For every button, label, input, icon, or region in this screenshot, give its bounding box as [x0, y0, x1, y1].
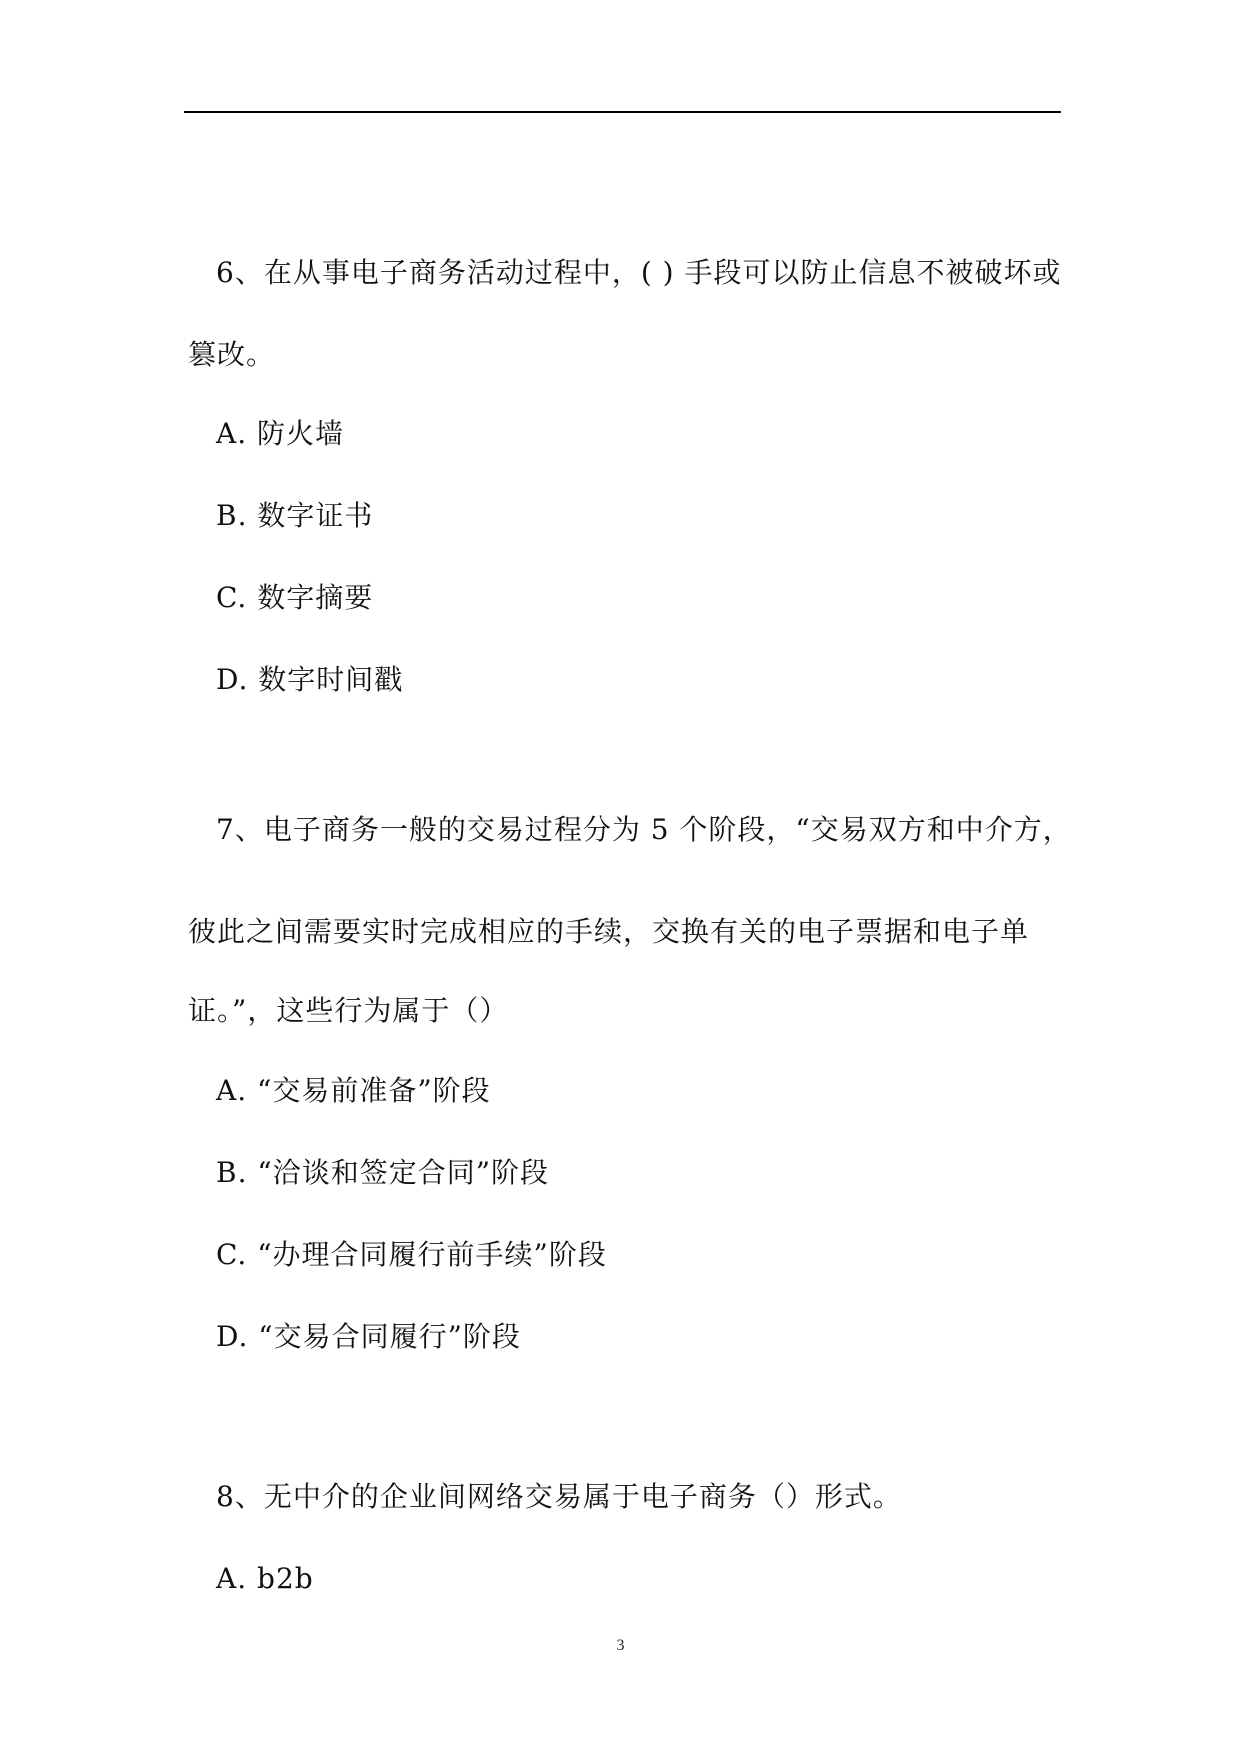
- question-7-option-a: A. “交易前准备”阶段: [216, 1074, 491, 1107]
- question-7-stem-line-2: 彼此之间需要实时完成相应的手续，交换有关的电子票据和电子单: [188, 915, 1030, 948]
- question-8-option-a: A. b2b: [216, 1562, 314, 1595]
- question-6-option-d: D. 数字时间戳: [216, 663, 404, 696]
- header-rule: [184, 111, 1061, 113]
- page-number: 3: [616, 1637, 625, 1654]
- question-7-option-d: D. “交易合同履行”阶段: [216, 1320, 521, 1353]
- question-7-option-c: C. “办理合同履行前手续”阶段: [216, 1238, 607, 1271]
- question-7-stem-line-1: 7、电子商务一般的交易过程分为 5 个阶段，“交易双方和中介方，: [216, 813, 1072, 846]
- question-7-option-b: B. “洽谈和签定合同”阶段: [216, 1156, 550, 1189]
- question-6-option-a: A. 防火墙: [216, 417, 345, 450]
- question-7-stem-line-3: 证。”，这些行为属于（）: [188, 994, 509, 1027]
- question-6-stem-line-1: 6、在从事电子商务活动过程中，( ) 手段可以防止信息不被破坏或: [216, 256, 1062, 289]
- question-6-option-c: C. 数字摘要: [216, 581, 374, 614]
- question-8-stem-line-1: 8、无中介的企业间网络交易属于电子商务（）形式。: [216, 1480, 902, 1513]
- question-6-stem-line-2: 篡改。: [188, 338, 276, 371]
- question-6-option-b: B. 数字证书: [216, 499, 374, 532]
